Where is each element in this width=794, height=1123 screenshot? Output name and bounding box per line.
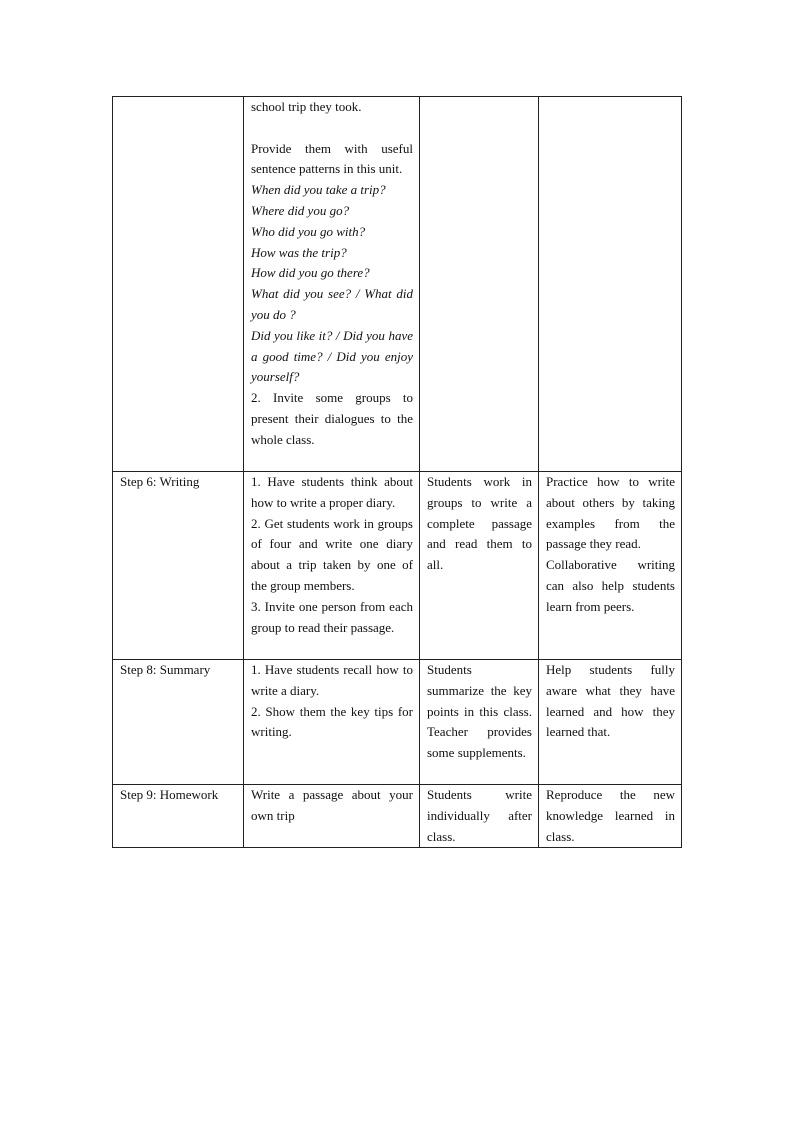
text-line: Practice how to write about others by taking examples from the passage they read. — [546, 474, 675, 552]
text-line: Collaborative writing can also help students learn from peers. — [546, 557, 675, 614]
student-activity-cell: Students write individually after class. — [420, 785, 539, 848]
student-activity-cell: Students work in groups to write a complete passage and read them to all. — [420, 472, 539, 660]
sentence-pattern: How was the trip? — [251, 244, 347, 260]
sentence-pattern: What did you see? / What did you do ? — [251, 286, 413, 322]
step-cell: Step 9: Homework — [113, 785, 244, 848]
sentence-pattern: Did you like it? / Did you have a good time? / Did you enjoy yourself? — [251, 327, 413, 385]
text-line: 3. Invite one person from each group to read their passage. — [251, 598, 413, 635]
table-row — [113, 472, 682, 660]
table-row — [113, 660, 682, 785]
text-line: 2. Invite some groups to present their dialogues to the whole class. — [251, 390, 413, 447]
purpose-cell — [539, 97, 682, 472]
purpose-cell: Help students fully aware what they have learned and how they learned that. — [539, 660, 682, 785]
text-line: 1. Have students recall how to write a diary. — [251, 662, 413, 698]
teacher-activity-cell — [244, 472, 420, 660]
sentence-pattern: Where did you go? — [251, 202, 350, 218]
teacher-activity-cell — [244, 97, 420, 472]
table-row — [113, 97, 682, 472]
step-cell: Step 6: Writing — [113, 472, 244, 660]
student-activity-cell — [420, 97, 539, 472]
text-line: Provide them with useful sentence patterns in this unit. — [251, 140, 413, 177]
student-activity-cell: Students summarize the key points in this class. Teacher provides some supplements. — [420, 660, 539, 785]
text-line: 2. Get students work in groups of four and write one diary about a trip taken by one of the group members. — [251, 515, 413, 593]
sentence-pattern: When did you take a trip? — [251, 182, 386, 198]
text-line: 1. Have students think about how to write a proper diary. — [251, 474, 413, 510]
text-line: 2. Show them the key tips for writing. — [251, 703, 413, 740]
step-cell — [113, 97, 244, 472]
lesson-plan-table — [112, 96, 682, 848]
text-line: school trip they took. — [251, 99, 362, 114]
sentence-pattern: Who did you go with? — [251, 223, 366, 239]
step-cell: Step 8: Summary — [113, 660, 244, 785]
purpose-cell — [539, 472, 682, 660]
table-row — [113, 785, 682, 848]
sentence-pattern: How did you go there? — [251, 265, 370, 281]
teacher-activity-cell — [244, 660, 420, 785]
teacher-activity-cell: Write a passage about your own trip — [244, 785, 420, 848]
purpose-cell: Reproduce the new knowledge learned in class. — [539, 785, 682, 848]
